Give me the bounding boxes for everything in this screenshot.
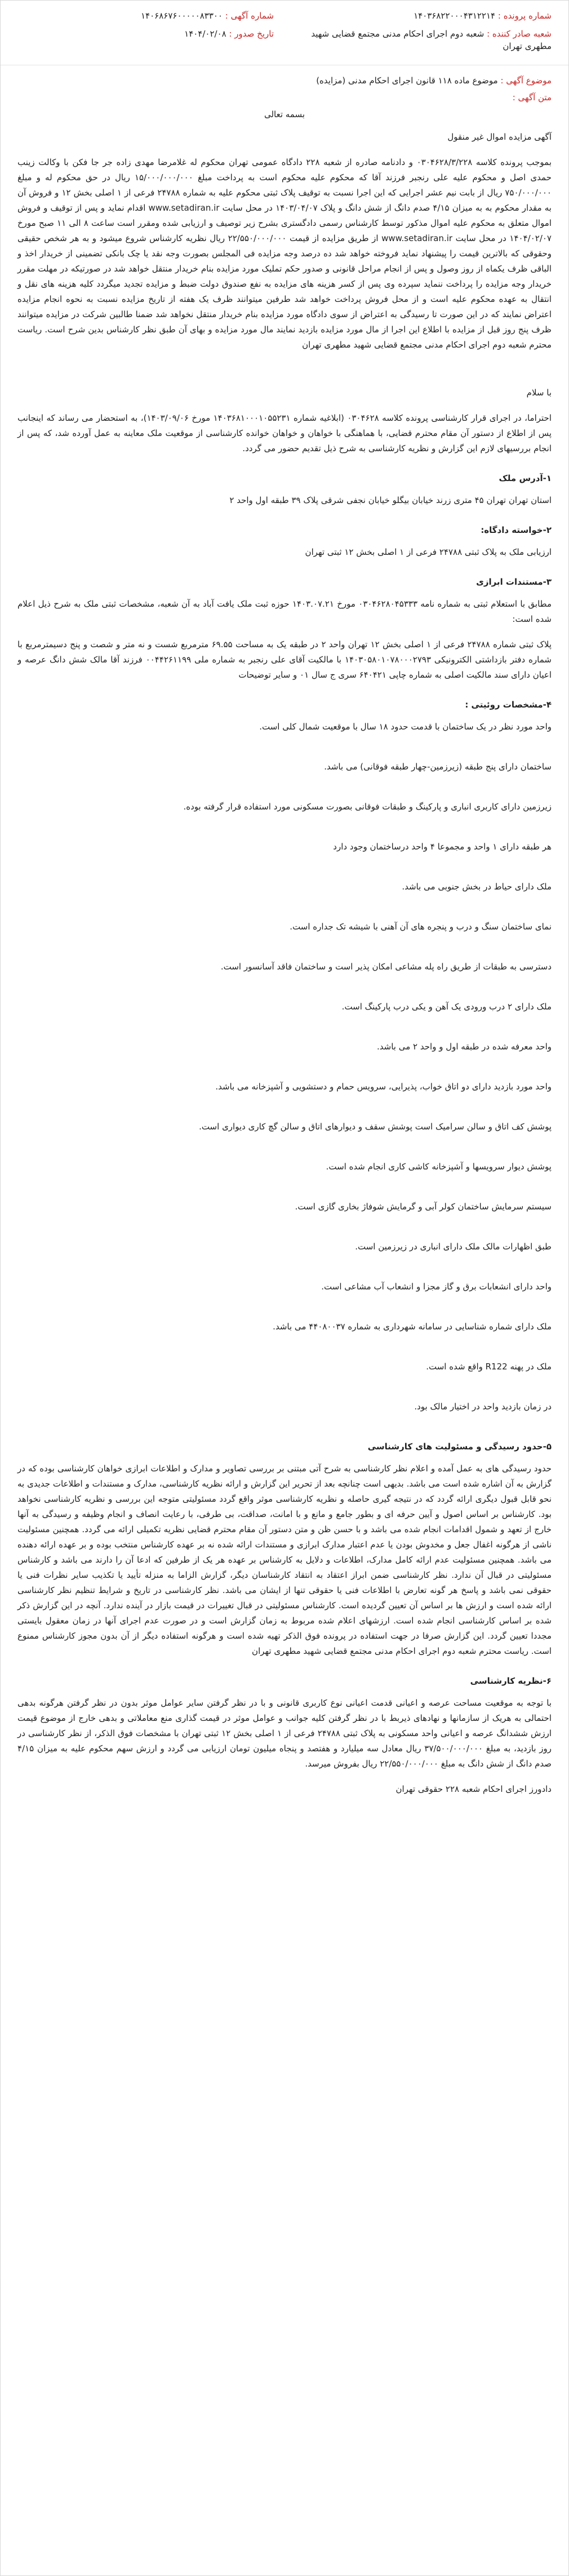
section-demand-title: ۲-خواسته دادگاه: — [481, 525, 552, 535]
advert-body — [1, 124, 568, 1797]
section-demand: ارزیابی ملک به پلاک ثبتی ۲۴۷۸۸ فرعی از ۱ اصلی بخش ۱۲ ثبتی تهران — [305, 547, 552, 557]
observed-item: واحد مورد بازدید دارای دو اتاق خواب، پذیرایی، سرویس حمام و دستشویی و آشپزخانه می باشد. — [215, 1082, 552, 1092]
section-opinion-title: ۶-نظریه کارشناسی — [470, 1676, 552, 1686]
observed-item: واحد دارای انشعابات برق و گاز مجزا و انشعاب آب مشاعی است. — [321, 1282, 552, 1292]
branch-label: شعبه صادر کننده : — [487, 29, 552, 39]
advert-number-value: ۱۴۰۶۸۶۷۶۰۰۰۰۰۸۳۳۰۰ — [140, 11, 223, 21]
section-observed-title: ۴-مشخصات روئیتی : — [465, 700, 552, 710]
issue-date-value: ۱۴۰۴/۰۲/۰۸ — [184, 29, 226, 39]
header — [1, 1, 568, 65]
header-right-col — [17, 10, 274, 58]
report-para1: احتراما، در اجرای قرار کارشناسی پرونده کلاسه ۰۳۰۴۶۲۸ (ابلاغیه شماره ۱۴۰۳۶۸۱۰۰۰۱۰۵۵۲۳۱ مورخ ۱۴۰۳/۰۹/۰۶)، به استحضار می رساند که اینجانب پس از اطلاع از دستور آن مقام محترم قضایی، با هماهنگی با خواهان و خواهان خوانده کارشناسی از موقعیت ملک معاینه به عمل آورده شد، که پس از انجام بررسیهای لازم این گزارش و نظریه کارشناسی به شرح ذیل تقدیم حضور می گردد. — [17, 413, 552, 453]
text-label-row — [17, 92, 552, 103]
observed-item: هر طبقه دارای ۱ واحد و مجموعا ۴ واحد درساختمان وجود دارد — [333, 842, 552, 852]
file-number-row — [295, 10, 552, 22]
observed-item: پوشش کف اتاق و سالن سرامیک است پوشش سقف و دیوارهای اتاق و سالن گچ کاری دیواری است. — [199, 1122, 552, 1132]
advert-intro: بموجب پرونده کلاسه ۰۳۰۴۶۲۸/۳/۲۲۸ و دادنامه صادره از شعبه ۲۲۸ دادگاه عمومی تهران محکوم له غلامرضا مهدی زاده جر جا فکن با وکالت زینب حمدی اصل و محکوم علیه علی رنجبر فرزند آقا که محکوم علیه محکوم است به پرداخت مبلغ ۱۵/۰۰۰/۰۰۰/۰۰۰ ریال در حق محکوم له و مبلغ ۷۵۰/۰۰۰/۰۰۰ ریال از بابت نیم عشر اجرایی که این اجرا نسبت به توقیف پلاک ثبتی محکوم علیه به شماره ۲۴۷۸۸ فرعی از ۱ اصلی بخش ۱۲ و فروش آن به مقدار محکوم به به میزان ۴/۱۵ صدم دانگ از شش دانگ و پلاک ۱۴۰۳/۰۴/۰۷ در محل سایت www.setadiran.ir اقدام نماید و پس از توقیف و فروش اموال متعلق به محکوم علیه اموال مذکور توسط کارشناس رسمی دادگستری بشرح زیر توصیف و ارزیابی شده ومقرر است ساعت ۸ الی ۱۱ صبح مورخ ۱۴۰۴/۰۲/۰۷ در محل سایت www.setadiran.ir از طریق مزایده از قیمت ۲۲/۵۵۰/۰۰۰/۰۰۰ ریال نظریه کارشناس شروع میشود و به هر شخص حقیقی وحقوقی که بالاترین قیمت را پیشنهاد نماید فروخته خواهد شد ده درصد وجه مزایده فی المجلس بصورت وجه نقد یا چک بانکی تضمینی از خریدار اخذ و الباقی ظرف یکماه از روز وصول و پس از انجام مراحل قانونی و صدور حکم تملیک مورد مزایده بنام خریدار منتقل خواهد شد در صورتیکه در مهلت مقرر خریدار وجه مزایده را پرداخت ننماید سپرده وی پس از کسر هزینه های مزایده به نفع صندوق دولت ضبط و مزایده تجدید میگردد کلیه هزینه های نقل و انتقال به عهده محکوم علیه است و از محل فروش پرداخت خواهد شد طرفین میتوانند ظرف یک هفته از تاریخ مزایده نسبت به نحوه انجام مزایده اعتراض نمایند که در این صورت تا رسیدگی به اعتراض از سوی دادگاه مورد مزایده بنام خریدار منتقل نخواهد شد ضمنا طالبین شرکت در مزایده میتوانند ظرف پنج روز قبل از مزایده با اطلاع این اجرا از مال مورد مزایده بازدید نمایند مال مورد مزایده و بهای آن طبق نظر کارشناس بدین شرح است. ریاست محترم شعبه دوم اجرای احکام مدنی مجتمع قضایی شهید مطهری تهران — [17, 157, 552, 350]
file-number-label: شماره پرونده : — [497, 11, 552, 21]
observed-item: نمای ساختمان سنگ و درب و پنجره های آن آهنی با شیشه تک جداره است. — [290, 922, 552, 932]
observed-item: ملک در پهنه R122 واقع شده است. — [426, 1362, 552, 1372]
issue-date-label: تاریخ صدور : — [229, 29, 274, 39]
subject-value: موضوع ماده ۱۱۸ قانون اجرای احکام مدنی (مزایده) — [316, 75, 498, 86]
advert-number-label: شماره آگهی : — [225, 11, 274, 21]
branch-value: شعبه دوم اجرای احکام مدنی مجتمع قضایی شهید مطهری تهران — [311, 29, 552, 51]
header-left-col — [295, 10, 552, 58]
observed-item: پوشش دیوار سرویسها و آشپزخانه کاشی کاری انجام شده است. — [326, 1162, 552, 1172]
observed-item: در زمان بازدید واحد در اختیار مالک بود. — [414, 1402, 552, 1412]
signature: دادورز اجرای احکام شعبه ۲۲۸ حقوقی تهران — [395, 1784, 552, 1794]
text-label: متن آگهی : — [512, 92, 552, 103]
section-scope-title: ۵-حدود رسیدگی و مسئولیت های کارشناسی — [367, 1442, 552, 1452]
bismillah: بسمه تعالی — [264, 109, 305, 119]
file-number-value: ۱۴۰۳۶۸۲۲۰۰۰۴۳۱۲۲۱۴ — [414, 11, 496, 21]
branch-row — [295, 28, 552, 52]
observed-item: ملک دارای ۲ درب ورودی یک آهن و یکی درب پارکینگ است. — [341, 1002, 552, 1012]
observed-item: دسترسی به طبقات از طریق راه پله مشاعی امکان پذیر است و ساختمان فاقد آسانسور است. — [220, 962, 552, 972]
observed-item: ساختمان دارای پنج طبقه (زیرزمین-چهار طبقه فوقانی) می باشد. — [324, 762, 552, 772]
advert-number-row — [17, 10, 274, 22]
section-scope: حدود رسیدگی های به عمل آمده و اعلام نظر کارشناسی به شرح آتی مبتنی بر بررسی تصاویر و مدارک و اطلاعات ابرازی خواهان کارشناسی بوده که در گزارش به آن اشاره شده است می باشد. بدیهی است چنانچه بعد از تحریر این گزارش و ارائه نظریه کارشناسی، مدارک و مستندات و اطلاعات جدیدی به نحو قابل قبول دیگری ارائه گردد که در نتیجه گیری حاصله و نظریه کارشناسی موثر واقع گردد مسئولیتی متوجه این بررسی و نظریه کارشناسی نخواهد بود. کارشناس بر اساس اصول و آیین حرفه ای و بطور جامع و مانع و با امانت، صداقت، بی طرفی، با رعایت انصاف و انجام وظیفه و رسیدگی به آنها خارج از تعهد و شمول اقدامات انجام شده می باشد و با حسن ظن و متن دستور آن مقام محترم قضایی نظریه تکمیلی ارائه می گردد. همچنین مسئولیت ناشی از هرگونه اغفال جعل و مخدوش بودن یا عدم اعتبار مدارک ابرازی و مستندات ارائه شده نه بر عهده کارشناس منتخب بوده و بر عهده ارائه دهنده می باشد. همچنین مسئولیت عدم ارائه کامل مدارک، اطلاعات و دلایل به کارشناس بر عهده هر یک از طرفین که ادعا آن را دارند می باشد و کارشناس مسئولیتی در قبال آن ندارد. نظر کارشناسی ضمن ابراز اعتقاد به انتقاد کارشناسان دیگر، گزارش الزاما به منزله تأیید یا تکذیب سایر نظرات فنی یا حقوقی نمی باشد و پاسخ هر گونه تعارض با اطلاعات فنی یا حقوقی تنها از ایشان می باشد. نظر کارشناسی در تاریخ و شرایط تنظیم نظر کارشناسی ارائه شده است و ارزش ها بر اساس آن تعیین گردیده است. کارشناس مسئولیتی در قبال تغییرات در قیمت بازار در آینده ندارد. آنچه در این گزارش ذکر شده بر اساس کارشناسی انجام شده است. ارزشهای اعلام شده مربوط به زمان گزارش است و در صورت عدم اجرای آنها در زمان معقول بایستی مجددا تعیین گردد. این گزارش صرفا در جهت استفاده در پرونده فوق الذکر تهیه شده است و هرگونه استفاده دیگر از آن بدون مجوز کارشناس ممنوع است. ریاست محترم شعبه دوم اجرای احکام مدنی مجتمع قضایی شهید مطهری تهران — [17, 1463, 552, 1656]
observed-item: سیستم سرمایش ساختمان کولر آبی و گرمایش شوفاژ بخاری گازی است. — [295, 1202, 552, 1212]
observed-item: واحد مورد نظر در یک ساختمان با قدمت حدود ۱۸ سال با موقعیت شمال کلی است. — [259, 722, 552, 732]
section-docs-1: مطابق با استعلام ثبتی به شماره نامه ۰۳۰۴۶۲۸۰۴۵۳۳۳ مورخ ۱۴۰۳.۰۷.۲۱ حوزه ثبت ملک یافت آباد به آن شعبه، مشخصات ثبتی ملک به شرح ذیل اعلام شده است: — [17, 599, 552, 624]
subject-row — [17, 75, 552, 86]
observed-item: ملک دارای شماره شناسایی در سامانه شهرداری به شماره ۴۴۰۸۰۰۳۷ می باشد. — [273, 1322, 552, 1332]
section-docs-title: ۳-مستندات ابرازی — [476, 577, 552, 587]
subject-label: موضوع آگهی : — [500, 75, 552, 86]
observed-item: طبق اظهارات مالک ملک دارای انباری در زیرزمین است. — [355, 1242, 552, 1252]
report-salam: با سلام — [526, 388, 552, 398]
observed-item: ملک دارای حیاط در بخش جنوبی می باشد. — [402, 882, 552, 892]
section-address: استان تهران تهران ۴۵ متری زرند خیابان بیگلو خیابان نجفی شرقی پلاک ۳۹ طبقه اول واحد ۲ — [229, 495, 552, 505]
observed-item: زیرزمین دارای کاربری انباری و پارکینگ و طبقات فوقانی بصورت مسکونی مورد استفاده قرار گرفته بوده. — [183, 802, 552, 812]
section-address-title: ۱-آدرس ملک — [499, 473, 552, 483]
advert-meta — [1, 65, 568, 124]
observed-item: واحد معرفه شده در طبقه اول و واحد ۲ می باشد. — [377, 1042, 552, 1052]
issue-date-row — [17, 28, 274, 40]
section-opinion: با توجه به موقعیت مساحت عرصه و اعیانی قدمت اعیانی نوع کاربری قانونی و با در نظر گرفتن سایر عوامل موثر بدون در نظر گرفتن هرگونه بدهی احتمالی به هریک از سازمانها و نهادهای ذیربط با در نظر گرفتن کلیه جوانب و عوامل موثر در قیمت گذاری منع معاملاتی و بدهی خارج از موضوع قیمت ارزش ششدانگ عرصه و اعیانی واحد مسکونی به پلاک ثبتی ۲۴۷۸۸ فرعی از ۱ اصلی بخش ۱۲ ثبتی تهران با مشخصات فوق الذکر، از نظر کارشناسی در روز بازدید، به مبلغ ۳۷/۵۰۰/۰۰۰/۰۰۰ ریال معادل سه میلیارد و هفتصد و پنجاه میلیون تومان ارزیابی می گردد و ارزش سهم محکوم علیه به میزان ۴/۱۵ صدم دانگ از شش دانگ به مبلغ ۲۲/۵۵۰/۰۰۰/۰۰۰ ریال بفروش میرسد. — [17, 1698, 552, 1769]
section-docs-2: پلاک ثبتی شماره ۲۴۷۸۸ فرعی از ۱ اصلی بخش ۱۲ تهران واحد ۲ در طبقه یک به مساحت ۶۹.۵۵ مترمربع شست و نه متر و شصت و پنج دسیمترمربع با شماره دفتر بازداشتی الکترونیکی ۱۴۰۳۰۵۸۰۱۰۷۸۰۰۰۲۷۹۳ با مالکیت آقای علی رنجبر به شماره ملی ۰۰۴۴۲۶۱۱۹۹ فرزند آقا مالک شش دانگ عرصه و اعیان دارای سند مالکیت اصلی به شماره چاپی ۶۴۰۴۲۱ سری ج سال ۰۱ و سایر توضیحات — [17, 639, 552, 680]
advert-title: آگهی مزایده اموال غیر منقول — [447, 132, 552, 142]
